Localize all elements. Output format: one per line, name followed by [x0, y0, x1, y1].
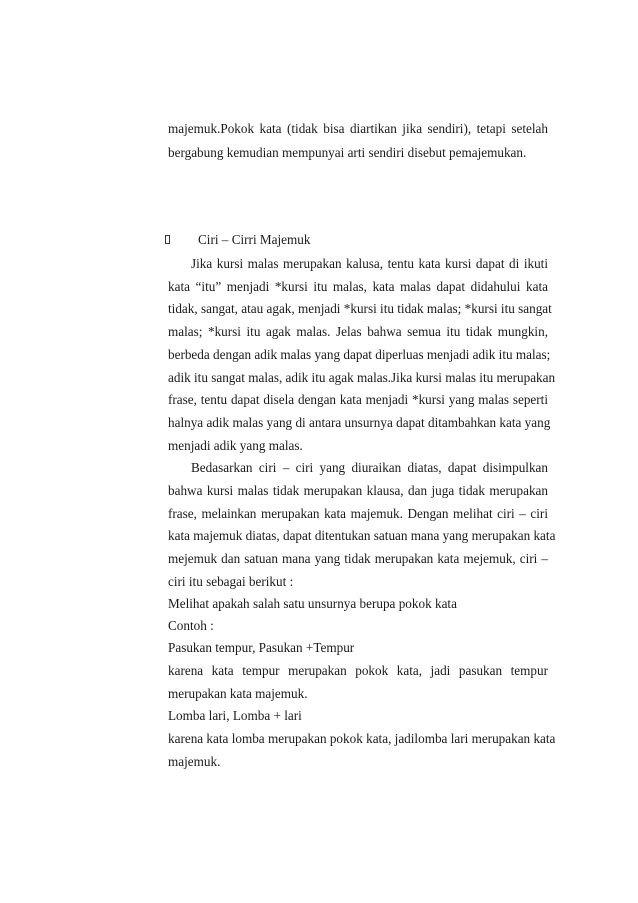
- example1-explanation-line-2: merupakan kata majemuk.: [168, 686, 308, 701]
- paragraph2-line-6: ciri itu sebagai berikut :: [168, 574, 294, 589]
- example2-explanation-line-2: majemuk.: [168, 754, 221, 769]
- example2-title: Lomba lari, Lomba + lari: [168, 708, 302, 723]
- paragraph1-line-2: kata “itu” menjadi *kursi itu malas, kata malas dapat didahului kata: [168, 279, 548, 294]
- paragraph1-line-1: Jika kursi malas merupakan kalusa, tentu kata kursi dapat di ikuti: [191, 256, 548, 271]
- paragraph1-line-3: tidak, sangat, atau agak, menjadi *kursi itu tidak malas; *kursi itu sangat: [168, 301, 552, 316]
- example-label: Contoh :: [168, 618, 214, 633]
- paragraph1-line-9: menjadi adik yang malas.: [168, 438, 303, 453]
- example1-explanation-line-1: karena kata tempur merupakan pokok kata, jadi pasukan tempur: [168, 663, 548, 678]
- paragraph2-line-2: bahwa kursi malas tidak merupakan klausa, dan juga tidak merupakan: [168, 483, 548, 498]
- paragraph2-line-4: kata majemuk diatas, dapat ditentukan satuan mana yang merupakan kata: [168, 528, 556, 543]
- intro-line-1: majemuk.Pokok kata (tidak bisa diartikan jika sendiri), tetapi setelah: [168, 121, 548, 136]
- section-heading-row: [165, 232, 465, 250]
- paragraph1-line-8: halnya adik malas yang di antara unsurnya dapat ditambahkan kata yang: [168, 415, 551, 430]
- example1-title: Pasukan tempur, Pasukan +Tempur: [168, 640, 355, 655]
- example2-explanation-line-1: karena kata lomba merupakan pokok kata, jadilomba lari merupakan kata: [168, 731, 556, 746]
- intro-line-2: bergabung kemudian mempunyai arti sendiri disebut pemajemukan.: [168, 145, 527, 160]
- section-heading: Ciri – Cirri Majemuk: [198, 232, 311, 247]
- paragraph1-line-5: berbeda dengan adik malas yang dapat diperluas menjadi adik itu malas;: [168, 347, 551, 362]
- paragraph1-line-4: malas; *kursi itu agak malas. Jelas bahwa semua itu tidak mungkin,: [168, 324, 548, 339]
- paragraph2-line-1: Bedasarkan ciri – ciri yang diuraikan diatas, dapat disimpulkan: [191, 460, 548, 475]
- paragraph1-line-6: adik itu sangat malas, adik itu agak malas.Jika kursi malas itu merupakan: [168, 370, 556, 385]
- bullet-icon: [165, 235, 170, 244]
- rule-text: Melihat apakah salah satu unsurnya berupa pokok kata: [168, 596, 457, 611]
- paragraph2-line-3: frase, melainkan merupakan kata majemuk. Dengan melihat ciri – ciri: [168, 506, 548, 521]
- paragraph1-line-7: frase, tentu dapat disela dengan kata menjadi *kursi yang malas seperti: [168, 392, 548, 407]
- paragraph2-line-5: mejemuk dan satuan mana yang tidak merupakan kata mejemuk, ciri –: [168, 551, 548, 566]
